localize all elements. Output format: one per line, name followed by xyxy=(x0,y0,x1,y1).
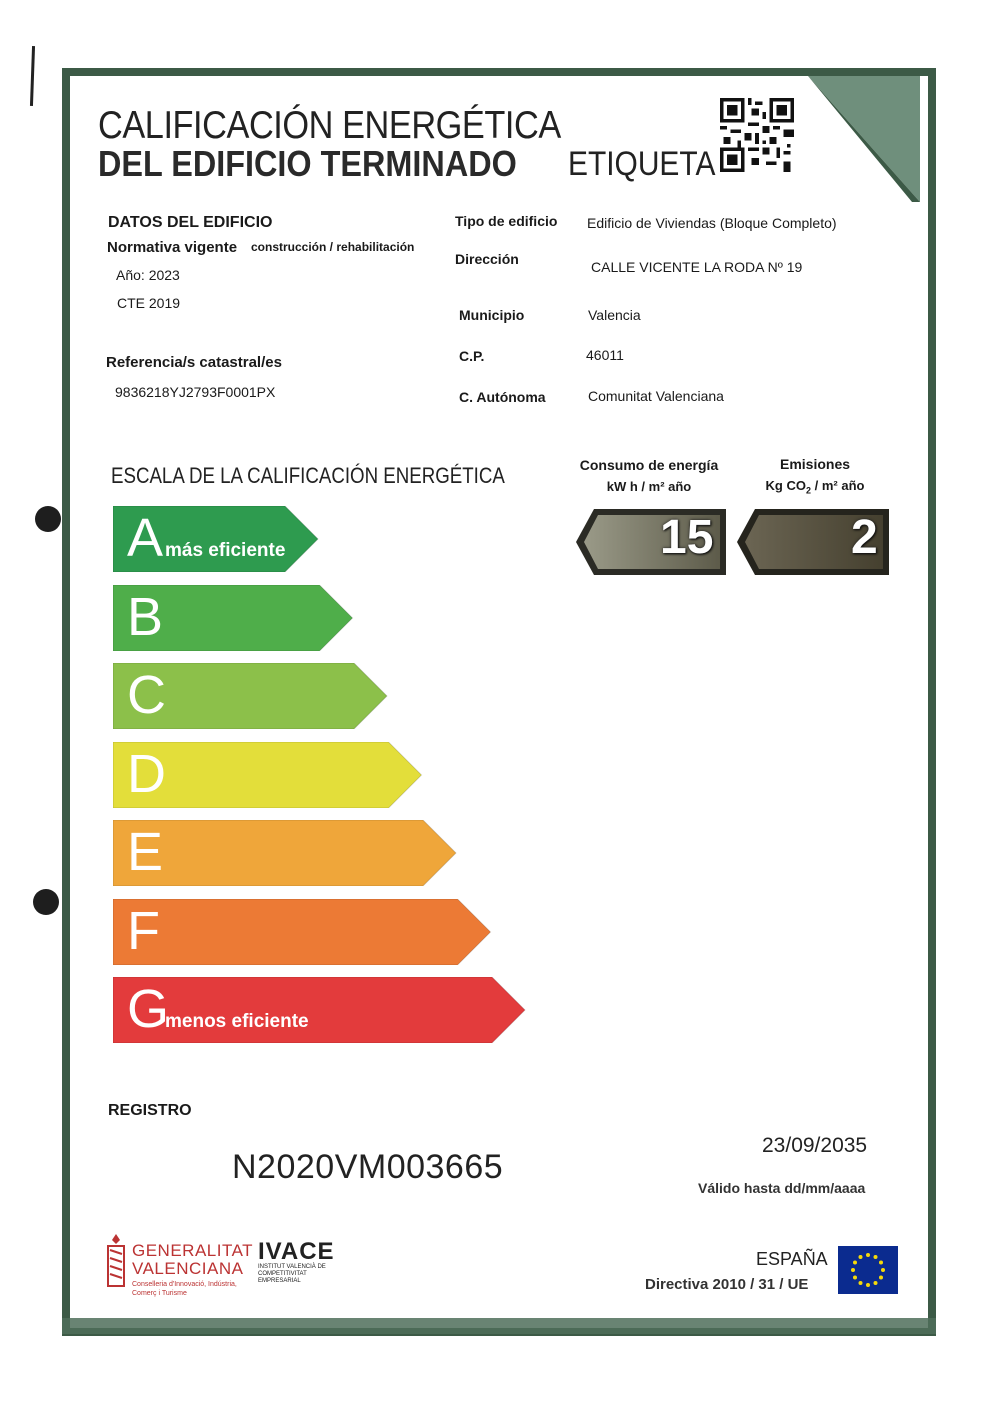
scale-letter: B xyxy=(127,586,164,647)
eu-star-icon xyxy=(851,1268,855,1272)
scale-bar-c xyxy=(113,663,389,729)
emisiones-value: 2 xyxy=(851,511,878,564)
normativa-label: Normativa vigente xyxy=(107,239,238,256)
emisiones-rating-arrow xyxy=(737,509,889,575)
scale-letter: F xyxy=(127,900,160,961)
espana-label: ESPAÑA xyxy=(756,1249,828,1269)
ref-label: Referencia/s catastral/es xyxy=(106,354,282,371)
scale-letter: C xyxy=(127,665,166,725)
scale-letter: D xyxy=(127,743,166,804)
scale-bar-g xyxy=(113,977,527,1043)
field-value-tipo: Edificio de Viviendas (Bloque Completo) xyxy=(587,215,837,231)
directiva-label: Directiva 2010 / 31 / UE xyxy=(645,1276,809,1293)
cte-value: CTE 2019 xyxy=(117,295,181,311)
scale-bar-sublabel: más eficiente xyxy=(165,540,286,561)
field-value-direccion: CALLE VICENTE LA RODA Nº 19 xyxy=(591,259,803,275)
title-line1: CALIFICACIÓN ENERGÉTICA xyxy=(98,104,561,147)
eu-star-icon xyxy=(859,1255,863,1259)
year-value: Año: 2023 xyxy=(116,267,180,283)
eu-star-icon xyxy=(853,1261,857,1265)
field-value-municipio: Valencia xyxy=(588,307,641,323)
eu-star-icon xyxy=(859,1281,863,1285)
eu-star-icon xyxy=(853,1276,857,1280)
corner-fold-icon xyxy=(808,76,928,206)
field-label-autonoma: C. Autónoma xyxy=(459,389,546,405)
valid-date: 23/09/2035 xyxy=(762,1134,868,1157)
gv-sub: Conselleria d'Innovació, Indústria, Comerç i Turisme xyxy=(132,1281,237,1297)
gv-line1: GENERALITAT xyxy=(132,1241,254,1260)
pen-mark xyxy=(30,46,35,106)
eu-star-icon xyxy=(874,1281,878,1285)
scale-bar-b xyxy=(113,585,355,651)
generalitat-emblem-icon xyxy=(104,1232,128,1290)
scale-bar-f xyxy=(113,899,493,965)
normativa-sub: construcción / rehabilitación xyxy=(251,240,415,254)
ivace-sub: INSTITUT VALENCIÀ DE COMPETITIVITAT EMPRESARIAL xyxy=(258,1264,326,1284)
emisiones-unit: Kg $CO_2 / m^2$ año xyxy=(765,478,865,496)
ivace-logo: IVACE xyxy=(258,1238,335,1265)
qr-code-icon xyxy=(720,98,794,172)
registro-label: REGISTRO xyxy=(108,1102,192,1119)
valid-label: Válido hasta dd/mm/aaaa xyxy=(698,1180,866,1196)
scale-letter: G xyxy=(127,979,170,1039)
ref-value: 9836218YJ2793F0001PX xyxy=(115,384,276,400)
eu-star-icon xyxy=(866,1253,870,1257)
punch-hole xyxy=(35,506,61,532)
scale-bar-sublabel: menos eficiente xyxy=(165,1011,309,1032)
field-label-tipo: Tipo de edificio xyxy=(455,213,558,229)
consumo-unit: kW h / m² año xyxy=(606,479,692,494)
scale-title: ESCALA DE LA CALIFICACIÓN ENERGÉTICA xyxy=(111,463,505,488)
scale-letter: E xyxy=(127,822,164,882)
scale-bar-e xyxy=(113,820,458,886)
frame-bottom-edge xyxy=(62,1318,936,1334)
eu-star-icon xyxy=(881,1268,885,1272)
consumo-value: 15 xyxy=(660,511,714,564)
emisiones-label: Emisiones xyxy=(779,456,851,472)
scale-bar-a xyxy=(113,506,320,572)
field-value-cp: 46011 xyxy=(586,347,624,363)
section-title-building: DATOS DEL EDIFICIO xyxy=(108,214,273,231)
field-label-cp: C.P. xyxy=(459,348,485,364)
scale-bar-d xyxy=(113,742,424,808)
punch-hole xyxy=(33,889,59,915)
registro-number: N2020VM003665 xyxy=(232,1148,504,1186)
eu-flag-icon xyxy=(838,1246,898,1294)
title-line2: DEL EDIFICIO TERMINADO xyxy=(98,143,517,184)
field-label-municipio: Municipio xyxy=(459,307,525,323)
field-value-autonoma: Comunitat Valenciana xyxy=(588,388,724,404)
consumo-rating-arrow xyxy=(576,509,726,575)
title-etiqueta: ETIQUETA xyxy=(568,145,716,183)
eu-star-icon xyxy=(879,1276,883,1280)
field-label-direccion: Dirección xyxy=(455,251,519,267)
eu-star-icon xyxy=(879,1261,883,1265)
consumo-label: Consumo de energía xyxy=(579,457,719,473)
eu-star-icon xyxy=(866,1283,870,1287)
scale-letter: A xyxy=(127,508,164,568)
gv-line2: VALENCIANA xyxy=(132,1259,244,1278)
eu-star-icon xyxy=(874,1255,878,1259)
